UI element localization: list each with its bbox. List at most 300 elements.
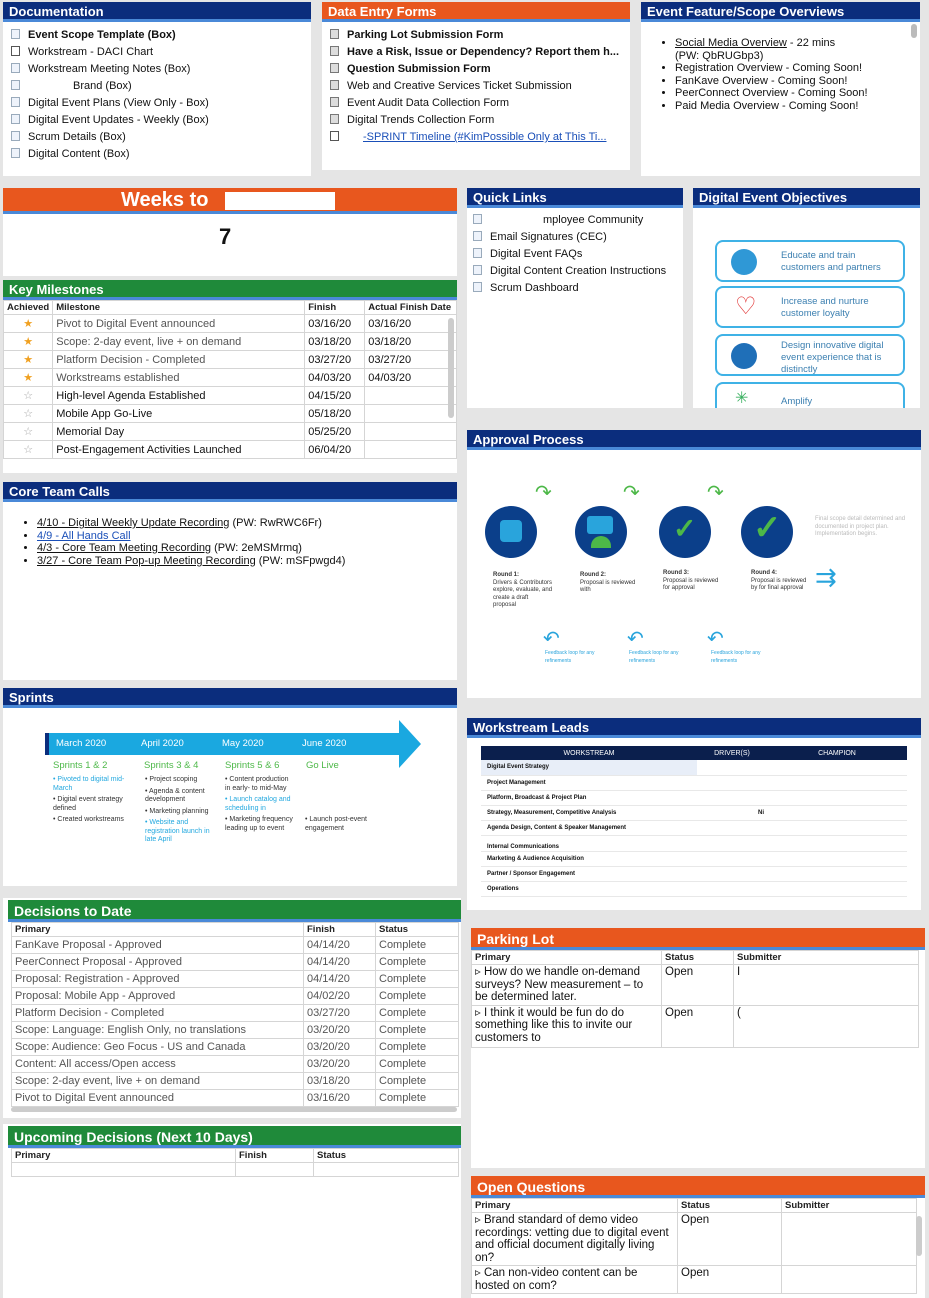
milestones-panel xyxy=(3,280,457,473)
list-item: (PW: QbRUGbp3) xyxy=(675,49,764,62)
sprint-column xyxy=(305,816,375,836)
list-item[interactable]: • 4/10 - Digital Weekly Update Recording (PW: RwRWC6Fr) xyxy=(37,517,457,530)
round-1-text: Round 1: Drivers & Contributors explore, evaluate, and create a draft proposal xyxy=(493,572,553,608)
list-item[interactable]: Digital Event Updates - Weekly (Box) xyxy=(11,112,311,129)
milestone-name: Post-Engagement Activities Launched xyxy=(53,441,305,459)
decision-cell: Pivot to Digital Event announced xyxy=(12,1090,304,1107)
link-icon xyxy=(473,265,482,275)
star-filled-icon: ★ xyxy=(4,351,53,369)
sprint-item: • Content production in early- to mid-May xyxy=(225,776,289,792)
sprints-panel xyxy=(3,688,457,886)
data-entry-list xyxy=(322,22,630,146)
question-cell: ▹ Brand standard of demo video recordings: vetting due to digital event and official document digitally living on? xyxy=(472,1213,678,1266)
list-item: • FanKave Overview - Coming Soon! xyxy=(675,75,920,88)
finish-cell: 03/18/20 xyxy=(304,1073,376,1090)
workstream-leads-header: Workstream Leads xyxy=(467,718,921,738)
document-icon xyxy=(11,46,20,56)
education-icon xyxy=(731,249,757,275)
decisions-header: Decisions to Date xyxy=(8,900,461,922)
table-row[interactable] xyxy=(12,1022,459,1039)
decision-cell: FanKave Proposal - Approved xyxy=(12,937,304,954)
final-note: Final scope detail determined and documented in project plan. Implementation begins. xyxy=(815,516,906,537)
workstream-cell: Agenda Design, Content & Speaker Management xyxy=(481,820,697,835)
table-row[interactable] xyxy=(12,971,459,988)
champion-cell xyxy=(767,881,907,896)
table-row[interactable] xyxy=(481,835,907,851)
workstream-cell: Operations xyxy=(481,881,697,896)
submitter-cell: ( xyxy=(734,1005,919,1047)
actual-finish-date: 03/16/20 xyxy=(365,315,457,333)
milestones-table xyxy=(3,300,457,459)
weeks-label: Weeks to xyxy=(121,189,209,211)
documentation-header: Documentation xyxy=(3,2,311,22)
status-cell: Open xyxy=(662,965,734,1006)
list-item[interactable]: • 4/9 - All Hands Call xyxy=(37,530,457,543)
driver-cell: Ni xyxy=(697,805,767,820)
table-row[interactable] xyxy=(4,441,457,459)
table-row[interactable] xyxy=(472,965,919,1006)
driver-cell xyxy=(697,775,767,790)
round-2-icon xyxy=(575,506,627,558)
sprints-header: Sprints xyxy=(3,688,457,708)
actual-finish-date xyxy=(365,441,457,459)
sprint-group-label: Go Live xyxy=(306,760,339,771)
column-header[interactable]: Primary xyxy=(12,923,304,937)
feedback-loop-icon: ↶ xyxy=(707,628,724,650)
feedback-text: Feedback loop for any refinements xyxy=(629,650,679,664)
list-item[interactable]: Digital Trends Collection Form xyxy=(330,112,630,129)
table-row[interactable] xyxy=(472,1005,919,1047)
finish-cell: 03/20/20 xyxy=(304,1056,376,1073)
table-row[interactable] xyxy=(4,315,457,333)
status-cell: Complete xyxy=(376,988,459,1005)
sprint-group-label: Sprints 3 & 4 xyxy=(144,760,199,771)
list-item[interactable]: Scrum Details (Box) xyxy=(11,129,311,146)
document-icon xyxy=(11,29,20,39)
star-outline-icon: ☆ xyxy=(4,423,53,441)
scrollbar[interactable] xyxy=(448,318,454,418)
column-header[interactable]: Submitter xyxy=(782,1199,917,1213)
sprint-item: • Marketing planning xyxy=(145,807,209,815)
column-header[interactable]: Finish xyxy=(304,923,376,937)
round-3-icon: ✓ xyxy=(659,506,711,558)
month-label: April 2020 xyxy=(141,738,184,749)
table-row[interactable] xyxy=(12,1056,459,1073)
document-icon xyxy=(11,114,20,124)
objectives-header: Digital Event Objectives xyxy=(693,188,920,208)
star-outline-icon: ☆ xyxy=(4,441,53,459)
driver-cell xyxy=(697,851,767,866)
heart-icon: ♡ xyxy=(735,293,757,320)
finish-cell: 03/27/20 xyxy=(304,1005,376,1022)
table-row[interactable] xyxy=(481,775,907,790)
document-icon xyxy=(11,131,20,141)
table-row[interactable] xyxy=(12,937,459,954)
champion-cell xyxy=(767,835,907,851)
list-item[interactable]: Parking Lot Submission Form xyxy=(330,27,630,44)
status-cell: Complete xyxy=(376,1090,459,1107)
sprint-item: • Created workstreams xyxy=(53,816,124,823)
list-item[interactable]: • 4/3 - Core Team Meeting Recording (PW: 2eMSMrmq) xyxy=(37,542,457,555)
table-row[interactable] xyxy=(12,1005,459,1022)
core-calls-header: Core Team Calls xyxy=(3,482,457,502)
actual-finish-date xyxy=(365,423,457,441)
workstream-cell: Strategy, Measurement, Competitive Analysis xyxy=(481,805,697,820)
feedback-loop-icon: ↶ xyxy=(543,628,560,650)
scrollbar[interactable] xyxy=(916,1216,922,1256)
month-label: May 2020 xyxy=(222,738,264,749)
table-row[interactable] xyxy=(481,760,907,775)
finish-date: 04/03/20 xyxy=(305,369,365,387)
finish-cell: 04/14/20 xyxy=(304,954,376,971)
core-calls-list xyxy=(3,502,457,567)
overviews-header: Event Feature/Scope Overviews xyxy=(641,2,920,22)
decisions-table xyxy=(11,922,459,1107)
list-item[interactable]: Workstream - DACI Chart xyxy=(11,44,311,61)
link-icon xyxy=(473,282,482,292)
core-calls-panel xyxy=(3,482,457,680)
list-item[interactable]: -SPRINT Timeline (#KimPossible Only at This Ti... xyxy=(330,129,630,146)
sprint-item: • Project scoping xyxy=(145,776,198,783)
sprint-column xyxy=(53,776,133,828)
champion-cell xyxy=(767,805,907,820)
list-item[interactable]: Digital Event Plans (View Only - Box) xyxy=(11,95,311,112)
open-questions-table xyxy=(471,1198,917,1294)
quick-links-list xyxy=(467,208,683,297)
month-label: June 2020 xyxy=(302,738,347,749)
round-3-text: Round 3: Proposal is reviewed for approval xyxy=(663,570,719,591)
star-outline-icon: ☆ xyxy=(4,405,53,423)
list-item[interactable]: Have a Risk, Issue or Dependency? Report them h... xyxy=(330,44,630,61)
milestone-name: Pivot to Digital Event announced xyxy=(53,315,305,333)
list-item: • PeerConnect Overview - Coming Soon! xyxy=(675,87,920,100)
status-cell: Open xyxy=(662,1005,734,1047)
finish-cell: 04/14/20 xyxy=(304,937,376,954)
document-icon xyxy=(330,131,339,141)
status-cell: Complete xyxy=(376,937,459,954)
champion-cell xyxy=(767,790,907,805)
finish-date: 03/18/20 xyxy=(305,333,365,351)
table-row[interactable] xyxy=(12,988,459,1005)
link-icon xyxy=(473,248,482,258)
workstream-cell: Marketing & Audience Acquisition xyxy=(481,851,697,866)
table-row[interactable] xyxy=(12,1039,459,1056)
column-header[interactable]: Milestone xyxy=(53,301,305,315)
form-icon xyxy=(330,29,339,39)
list-item[interactable]: Question Submission Form xyxy=(330,61,630,78)
timeline-start-bar xyxy=(45,733,49,755)
table-row[interactable] xyxy=(4,333,457,351)
finish-cell: 03/20/20 xyxy=(304,1022,376,1039)
milestone-name: Platform Decision - Completed xyxy=(53,351,305,369)
list-item[interactable]: Digital Content Creation Instructions xyxy=(473,263,683,280)
status-cell: Complete xyxy=(376,971,459,988)
status-cell: Open xyxy=(678,1213,782,1266)
horizontal-scrollbar[interactable] xyxy=(11,1107,457,1112)
decisions-panel xyxy=(3,898,461,1118)
column-header: WORKSTREAM xyxy=(481,746,697,760)
actual-finish-date: 03/18/20 xyxy=(365,333,457,351)
sprint-item: • Website and registration launch in late April xyxy=(145,819,210,843)
document-icon xyxy=(11,148,20,158)
quick-links-header: Quick Links xyxy=(467,188,683,208)
person-icon xyxy=(731,343,757,369)
parking-lot-header: Parking Lot xyxy=(471,928,925,950)
table-row[interactable] xyxy=(4,369,457,387)
data-entry-header: Data Entry Forms xyxy=(322,2,630,22)
driver-cell xyxy=(697,790,767,805)
sparkle-icon: ✳ xyxy=(735,390,749,407)
actual-finish-date: 03/27/20 xyxy=(365,351,457,369)
objectives-panel xyxy=(693,188,920,408)
finish-cell: 04/02/20 xyxy=(304,988,376,1005)
list-item[interactable]: Scrum Dashboard xyxy=(473,280,683,297)
question-cell: ▹ Can non-video content can be hosted on com? xyxy=(472,1266,678,1294)
parking-lot-panel xyxy=(471,928,925,1168)
form-icon xyxy=(330,63,339,73)
driver-cell xyxy=(697,820,767,835)
submitter-cell: I xyxy=(734,965,919,1006)
approval-panel xyxy=(467,430,921,698)
form-icon xyxy=(330,80,339,90)
question-cell: ▹ How do we handle on-demand surveys? New measurement – to be determined later. xyxy=(472,965,662,1006)
finish-cell: 03/16/20 xyxy=(304,1090,376,1107)
finish-cell: 04/14/20 xyxy=(304,971,376,988)
decision-cell: Proposal: Mobile App - Approved xyxy=(12,988,304,1005)
status-cell: Complete xyxy=(376,1005,459,1022)
overviews-list xyxy=(641,22,920,112)
champion-cell xyxy=(767,760,907,775)
list-item[interactable]: Brand (Box) xyxy=(11,78,311,95)
objective-card: Educate and train customers and partners xyxy=(715,240,905,282)
decision-cell: Proposal: Registration - Approved xyxy=(12,971,304,988)
column-header[interactable]: Submitter xyxy=(734,951,919,965)
actual-finish-date: 04/03/20 xyxy=(365,369,457,387)
list-item: • Paid Media Overview - Coming Soon! xyxy=(675,100,920,113)
expand-icon[interactable]: ▹ xyxy=(475,1006,484,1019)
sprint-item: • Launch catalog and scheduling in xyxy=(225,796,291,812)
workstream-cell: Project Management xyxy=(481,775,697,790)
arrow-right-icon: ↷ xyxy=(707,482,724,504)
upcoming-table xyxy=(11,1148,459,1177)
table-row[interactable] xyxy=(481,805,907,820)
link-icon xyxy=(473,231,482,241)
list-item[interactable]: Web and Creative Services Ticket Submission xyxy=(330,78,630,95)
form-icon xyxy=(330,97,339,107)
list-item[interactable]: mployee Community xyxy=(473,212,683,229)
actual-finish-date xyxy=(365,405,457,423)
table-row[interactable] xyxy=(4,405,457,423)
weeks-panel xyxy=(3,188,457,276)
round-1-icon xyxy=(485,506,537,558)
list-item[interactable]: Digital Event FAQs xyxy=(473,246,683,263)
finish-date: 06/04/20 xyxy=(305,441,365,459)
decision-cell: Scope: Language: English Only, no translations xyxy=(12,1022,304,1039)
document-icon xyxy=(11,80,20,90)
finish-cell: 03/20/20 xyxy=(304,1039,376,1056)
column-header: CHAMPION xyxy=(767,746,907,760)
column-header[interactable]: Actual Finish Date xyxy=(365,301,457,315)
open-questions-header: Open Questions xyxy=(471,1176,925,1198)
weeks-value: 7 xyxy=(219,224,232,249)
table-row[interactable] xyxy=(12,1090,459,1107)
objective-card: ✳ Amplify xyxy=(715,382,905,408)
documentation-panel xyxy=(3,2,311,176)
workstream-leads-panel xyxy=(467,718,921,910)
timeline-arrow-head xyxy=(399,720,421,768)
driver-cell xyxy=(697,760,767,775)
list-item[interactable]: Digital Content (Box) xyxy=(11,146,311,163)
star-outline-icon: ☆ xyxy=(4,387,53,405)
document-icon xyxy=(11,97,20,107)
column-header[interactable]: Status xyxy=(662,951,734,965)
decision-cell: Scope: 2-day event, live + on demand xyxy=(12,1073,304,1090)
upcoming-panel xyxy=(3,1124,461,1298)
sprint-item: • Pivoted to digital mid-March xyxy=(53,776,125,792)
milestone-name: High-level Agenda Established xyxy=(53,387,305,405)
expand-icon[interactable]: ▹ xyxy=(475,1267,484,1279)
round-4-icon: ✓ xyxy=(741,506,793,558)
link-icon xyxy=(473,214,482,224)
finish-date: 05/25/20 xyxy=(305,423,365,441)
star-filled-icon: ★ xyxy=(4,315,53,333)
table-row[interactable] xyxy=(481,790,907,805)
milestone-name: Memorial Day xyxy=(53,423,305,441)
feedback-text: Feedback loop for any refinements xyxy=(711,650,761,664)
approval-header: Approval Process xyxy=(467,430,921,450)
list-item[interactable]: • Social Media Overview - 22 mins xyxy=(675,37,920,50)
workstream-cell: Platform, Broadcast & Project Plan xyxy=(481,790,697,805)
sprint-column xyxy=(225,776,293,836)
round-4-text: Round 4: Proposal is reviewed by for final approval xyxy=(751,570,807,591)
table-row[interactable] xyxy=(481,851,907,866)
champion-cell xyxy=(767,866,907,881)
feedback-text: Feedback loop for any refinements xyxy=(545,650,595,664)
milestones-header: Key Milestones xyxy=(3,280,457,300)
champion-cell xyxy=(767,775,907,790)
list-item[interactable]: Workstream Meeting Notes (Box) xyxy=(11,61,311,78)
workstream-cell: Partner / Sponsor Engagement xyxy=(481,866,697,881)
sprint-item: • Marketing frequency leading up to event xyxy=(225,816,293,832)
star-filled-icon: ★ xyxy=(4,369,53,387)
data-entry-panel xyxy=(322,2,630,170)
objective-card: ♡ Increase and nurture customer loyalty xyxy=(715,286,905,328)
column-header[interactable]: Primary xyxy=(472,1199,678,1213)
sprint-item: • Agenda & content development xyxy=(145,787,205,803)
column-header[interactable]: Primary xyxy=(12,1149,236,1163)
column-header[interactable]: Status xyxy=(314,1149,459,1163)
column-header[interactable]: Finish xyxy=(305,301,365,315)
table-row[interactable] xyxy=(481,820,907,835)
table-row[interactable] xyxy=(12,954,459,971)
arrow-right-icon: ↷ xyxy=(623,482,640,504)
document-icon xyxy=(11,63,20,73)
list-item[interactable]: • 3/27 - Core Team Pop-up Meeting Recording (PW: mSFpwgd4) xyxy=(37,555,457,568)
sprint-item: • Launch post-event engagement xyxy=(305,816,368,832)
milestone-name: Scope: 2-day event, live + on demand xyxy=(53,333,305,351)
open-questions-panel xyxy=(471,1176,925,1298)
milestone-name: Mobile App Go-Live xyxy=(53,405,305,423)
round-2-text: Round 2: Proposal is reviewed with xyxy=(580,572,636,593)
driver-cell xyxy=(697,835,767,851)
status-cell: Complete xyxy=(376,1039,459,1056)
sprint-group-label: Sprints 1 & 2 xyxy=(53,760,108,771)
status-cell: Open xyxy=(678,1266,782,1294)
champion-cell xyxy=(767,820,907,835)
table-row[interactable] xyxy=(4,351,457,369)
decision-cell: Platform Decision - Completed xyxy=(12,1005,304,1022)
column-header[interactable]: Finish xyxy=(236,1149,314,1163)
driver-cell xyxy=(697,866,767,881)
driver-cell xyxy=(697,881,767,896)
list-item[interactable]: Event Scope Template (Box) xyxy=(11,27,311,44)
finish-date: 03/16/20 xyxy=(305,315,365,333)
redacted-block xyxy=(225,192,335,210)
workstream-table xyxy=(481,746,907,897)
column-header[interactable]: Achieved xyxy=(4,301,53,315)
decision-cell: PeerConnect Proposal - Approved xyxy=(12,954,304,971)
parking-lot-table xyxy=(471,950,919,1048)
table-row[interactable] xyxy=(4,387,457,405)
workstream-cell: Digital Event Strategy xyxy=(481,760,697,775)
feedback-loop-icon: ↶ xyxy=(627,628,644,650)
finish-date: 05/18/20 xyxy=(305,405,365,423)
scrollbar[interactable] xyxy=(911,24,917,38)
list-item[interactable]: Email Signatures (CEC) xyxy=(473,229,683,246)
expand-icon[interactable]: ▹ xyxy=(475,1214,484,1226)
quick-links-panel xyxy=(467,188,683,408)
overviews-panel xyxy=(641,2,920,176)
final-arrow-icon: ⇉ xyxy=(815,562,837,592)
column-header[interactable]: Status xyxy=(678,1199,782,1213)
weeks-banner xyxy=(3,188,457,214)
finish-date: 03/27/20 xyxy=(305,351,365,369)
list-item[interactable]: Event Audit Data Collection Form xyxy=(330,95,630,112)
workstream-cell: Internal Communications xyxy=(481,835,697,851)
month-label: March 2020 xyxy=(56,738,107,749)
champion-cell xyxy=(767,851,907,866)
star-filled-icon: ★ xyxy=(4,333,53,351)
table-row[interactable] xyxy=(4,423,457,441)
table-row[interactable] xyxy=(481,866,907,881)
table-row[interactable] xyxy=(481,881,907,896)
form-icon xyxy=(330,114,339,124)
decision-cell: Content: All access/Open access xyxy=(12,1056,304,1073)
status-cell: Complete xyxy=(376,1056,459,1073)
sprint-column xyxy=(145,776,219,848)
documentation-list xyxy=(3,22,311,163)
form-icon xyxy=(330,46,339,56)
table-row[interactable] xyxy=(12,1073,459,1090)
actual-finish-date xyxy=(365,387,457,405)
list-item: • Registration Overview - Coming Soon! xyxy=(675,62,920,75)
objective-card: Design innovative digital event experience that is distinctly xyxy=(715,334,905,376)
table-row[interactable] xyxy=(472,1213,917,1266)
arrow-right-icon: ↷ xyxy=(535,482,552,504)
column-header[interactable]: Status xyxy=(376,923,459,937)
sprint-item: • Digital event strategy defined xyxy=(53,796,123,812)
question-cell: ▹ I think it would be fun do do something like this to invite our customers to xyxy=(472,1005,662,1047)
finish-date: 04/15/20 xyxy=(305,387,365,405)
expand-icon[interactable]: ▹ xyxy=(475,966,484,978)
table-row[interactable] xyxy=(472,1266,917,1294)
status-cell: Complete xyxy=(376,1022,459,1039)
column-header[interactable]: Primary xyxy=(472,951,662,965)
status-cell: Complete xyxy=(376,954,459,971)
upcoming-header: Upcoming Decisions (Next 10 Days) xyxy=(8,1126,461,1148)
milestone-name: Workstreams established xyxy=(53,369,305,387)
sprint-group-label: Sprints 5 & 6 xyxy=(225,760,280,771)
